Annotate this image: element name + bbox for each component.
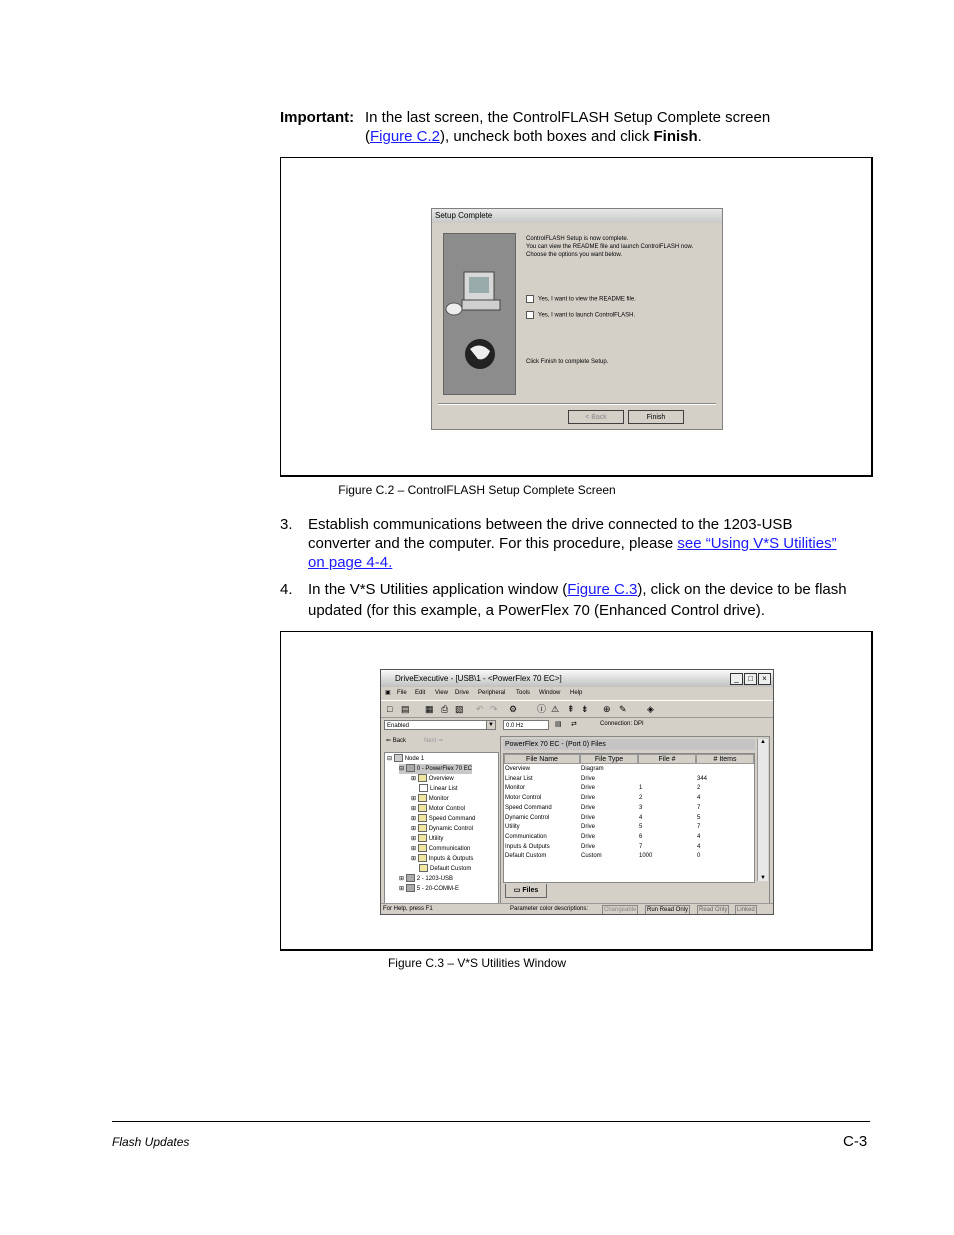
window-title-bar: DriveExecutive - [USB\1 - <PowerFlex 70 EC>] _ □ × bbox=[381, 670, 773, 687]
folder-icon bbox=[418, 814, 427, 822]
col-file-type[interactable]: File Type bbox=[580, 754, 638, 764]
page-number: C-3 bbox=[843, 1133, 868, 1150]
setup-complete-dialog bbox=[431, 208, 723, 430]
minimize-button[interactable]: _ bbox=[730, 673, 743, 685]
important-line1: In the last screen, the ControlFLASH Setup Complete screen bbox=[365, 109, 771, 126]
tree-1203-usb[interactable]: ⊞ 2 - 1203-USB bbox=[399, 876, 454, 882]
back-nav-button[interactable]: ⇐ Back bbox=[386, 738, 407, 744]
table-cell: Overview bbox=[505, 766, 531, 772]
important-line2: (Figure C.2), uncheck both boxes and click Finish. bbox=[365, 128, 702, 145]
connection-icon: ⇄ bbox=[571, 721, 577, 728]
files-panel bbox=[500, 736, 770, 912]
checkbox-icon[interactable] bbox=[526, 311, 534, 319]
back-button[interactable]: < Back bbox=[568, 410, 624, 424]
footer-section: Flash Updates bbox=[112, 1135, 190, 1149]
table-cell: 5 bbox=[697, 814, 701, 821]
table-cell: 7 bbox=[697, 804, 701, 811]
next-arrow-icon: ⇒ bbox=[438, 738, 444, 744]
table-cell: 1 bbox=[639, 785, 643, 792]
footer-rule bbox=[112, 1121, 870, 1122]
back-arrow-icon: ⇐ bbox=[386, 738, 392, 744]
menu-file[interactable]: File bbox=[397, 690, 407, 696]
table-cell: Speed Command bbox=[505, 804, 552, 811]
table-cell: 2 bbox=[697, 785, 701, 792]
table-cell: 4 bbox=[639, 814, 643, 821]
open-icon[interactable]: ▤ bbox=[401, 704, 410, 714]
download-icon[interactable]: ⇟ bbox=[581, 704, 589, 714]
app-icon: ▣ bbox=[385, 690, 391, 696]
table-cell: Drive bbox=[581, 775, 596, 782]
comm-device-icon bbox=[406, 884, 415, 892]
chevron-down-icon[interactable]: ▼ bbox=[486, 721, 495, 729]
table-cell: Drive bbox=[581, 814, 596, 821]
drive-executive-window bbox=[380, 669, 774, 915]
info-icon[interactable]: ⓘ bbox=[537, 704, 547, 714]
legend-changeable: Changeable bbox=[604, 907, 637, 913]
table-cell: Default Custom bbox=[505, 853, 547, 860]
connect-icon[interactable]: ⚙ bbox=[509, 704, 518, 714]
readme-checkbox[interactable]: Yes, I want to view the README file. bbox=[526, 295, 716, 304]
redo-icon[interactable]: ↷ bbox=[490, 704, 498, 714]
figure-c3-frame bbox=[280, 631, 873, 951]
figure-c2-caption: Figure C.2 – ControlFLASH Setup Complete Screen bbox=[338, 483, 616, 497]
launch-checkbox[interactable]: Yes, I want to launch ControlFLASH. bbox=[526, 311, 716, 320]
next-nav-button[interactable]: Next ⇒ bbox=[424, 738, 444, 744]
using-vs-utilities-link[interactable]: see “Using V*S Utilities” bbox=[677, 535, 837, 552]
table-cell: Drive bbox=[581, 833, 596, 840]
table-cell: Diagram bbox=[581, 766, 604, 772]
table-cell: 2 bbox=[639, 795, 643, 802]
page-4-4-link[interactable]: on page 4-4. bbox=[308, 554, 393, 571]
files-tab[interactable]: ▭ Files bbox=[505, 884, 547, 898]
menu-tools[interactable]: Tools bbox=[516, 690, 531, 696]
list-icon bbox=[419, 784, 428, 792]
dialog-title: Setup Complete bbox=[432, 209, 722, 223]
maximize-button[interactable]: □ bbox=[744, 673, 757, 685]
col-items[interactable]: # Items bbox=[696, 754, 754, 764]
dialog-message: ControlFLASH Setup is now complete. You can view the README file and launch ControlFLASH now. Choose the options you want below. bbox=[526, 236, 694, 258]
menu-view[interactable]: View bbox=[435, 690, 448, 696]
table-cell: 3 bbox=[639, 804, 643, 811]
col-file-name[interactable]: File Name bbox=[504, 754, 580, 764]
scroll-down-icon[interactable]: ▼ bbox=[760, 875, 766, 881]
table-cell: Motor Control bbox=[505, 795, 542, 802]
tree-default-custom[interactable]: Default Custom bbox=[419, 864, 471, 874]
warning-icon[interactable]: ⚠ bbox=[551, 704, 560, 714]
menu-peripheral[interactable]: Peripheral bbox=[478, 690, 506, 696]
menu-edit[interactable]: Edit bbox=[415, 690, 426, 696]
folder-icon bbox=[418, 844, 427, 852]
folder-icon bbox=[418, 824, 427, 832]
tree-motor-control[interactable]: ⊞ Motor Control bbox=[411, 806, 466, 812]
step-4-text: In the V*S Utilities application window (Figure C.3), click on the device to be flash updated (for this example, a PowerFlex 70 (Enhanced Control drive). bbox=[308, 581, 847, 619]
legend-label: Parameter color descriptions: bbox=[510, 906, 589, 912]
folder-icon bbox=[418, 834, 427, 842]
figure-c3-caption: Figure C.3 – V*S Utilities Window bbox=[387, 956, 567, 970]
folder-icon bbox=[418, 794, 427, 802]
figure-c2-frame bbox=[280, 157, 873, 477]
step-3-text: Establish communications between the drive connected to the 1203-USB converter and the computer. For this procedure, please see “Using V*S Utilities” on page 4-4. bbox=[308, 516, 837, 571]
connection-label: Connection: DPI bbox=[600, 721, 644, 727]
table-cell: 0 bbox=[697, 853, 701, 860]
table-cell: Drive bbox=[581, 785, 596, 792]
tree-utility[interactable]: ⊞ Utility bbox=[411, 836, 444, 842]
wizard-icon[interactable]: ✎ bbox=[619, 704, 627, 714]
table-cell: Linear List bbox=[505, 775, 533, 782]
network-icon bbox=[394, 754, 403, 762]
upload-icon[interactable]: ⇞ bbox=[567, 704, 575, 714]
scroll-up-icon[interactable]: ▲ bbox=[760, 739, 766, 745]
keypad-icon[interactable]: ▤ bbox=[555, 721, 562, 728]
menu-window[interactable]: Window bbox=[539, 690, 561, 696]
table-cell: Communication bbox=[505, 833, 547, 840]
table-cell: Drive bbox=[581, 804, 596, 811]
toolbar bbox=[381, 700, 773, 718]
new-icon[interactable]: □ bbox=[387, 704, 393, 714]
save-icon[interactable]: ▦ bbox=[425, 704, 434, 714]
step-4-number: 4. bbox=[280, 581, 293, 598]
table-cell: 5 bbox=[639, 824, 643, 831]
legend-run-read-only: Run Read Only bbox=[647, 907, 689, 913]
help-book-icon[interactable]: ◈ bbox=[647, 704, 654, 714]
folder-icon: ▭ bbox=[513, 887, 521, 894]
menu-help[interactable]: Help bbox=[570, 690, 583, 696]
frequency-field: 0.0 Hz bbox=[503, 720, 549, 730]
table-cell: 344 bbox=[697, 775, 708, 782]
usb-device-icon bbox=[406, 874, 415, 882]
table-cell: 6 bbox=[639, 833, 643, 840]
click-finish-text: Click Finish to complete Setup. bbox=[526, 359, 609, 365]
folder-icon bbox=[418, 804, 427, 812]
dialog-separator bbox=[438, 403, 716, 405]
tree-speed-command[interactable]: ⊞ Speed Command bbox=[411, 816, 476, 822]
tree-20-comm-e[interactable]: ⊞ 5 - 20-COMM-E bbox=[399, 886, 460, 892]
legend-linked: Linked bbox=[737, 907, 755, 913]
table-cell: Utility bbox=[505, 824, 520, 831]
table-cell: 1000 bbox=[639, 853, 653, 860]
table-cell: Drive bbox=[581, 843, 596, 850]
table-cell: Monitor bbox=[505, 785, 526, 792]
print-icon[interactable]: ⎙ bbox=[441, 704, 449, 714]
find-icon[interactable]: ▧ bbox=[455, 704, 464, 714]
drive-status-select[interactable]: Enabled ▼ bbox=[384, 720, 496, 730]
status-bar bbox=[381, 903, 773, 914]
tree-linear-list[interactable]: Linear List bbox=[419, 784, 458, 794]
device-tree bbox=[384, 752, 499, 904]
legend-read-only: Read Only bbox=[699, 907, 728, 913]
table-cell: 4 bbox=[697, 795, 701, 802]
finish-button[interactable]: Finish bbox=[628, 410, 684, 424]
menu-drive[interactable]: Drive bbox=[455, 690, 470, 696]
tree-powerflex[interactable]: ⊟ 0 - PowerFlex 70 EC bbox=[399, 766, 473, 772]
figure-c3-link[interactable]: Figure C.3 bbox=[567, 581, 638, 598]
table-cell: Dynamic Control bbox=[505, 814, 550, 821]
tree-node-1[interactable]: ⊟ Node 1 bbox=[387, 756, 425, 762]
folder-icon bbox=[418, 774, 427, 782]
folder-icon bbox=[418, 854, 427, 862]
close-button[interactable]: × bbox=[758, 673, 771, 685]
checkbox-icon[interactable] bbox=[526, 295, 534, 303]
tree-dynamic-control[interactable]: ⊞ Dynamic Control bbox=[411, 826, 474, 832]
tree-overview[interactable]: ⊞ Overview bbox=[411, 776, 454, 782]
menu-bar bbox=[381, 688, 773, 699]
figure-c2-link[interactable]: Figure C.2 bbox=[370, 128, 441, 145]
table-cell: Inputs & Outputs bbox=[505, 843, 550, 850]
drive-icon bbox=[406, 764, 415, 772]
undo-icon[interactable]: ↶ bbox=[476, 704, 484, 714]
table-cell: Drive bbox=[581, 824, 596, 831]
table-cell: Custom bbox=[581, 853, 602, 860]
folder-icon bbox=[419, 864, 428, 872]
tree-communication[interactable]: ⊞ Communication bbox=[411, 846, 471, 852]
tree-inputs-outputs[interactable]: ⊞ Inputs & Outputs bbox=[411, 856, 474, 862]
vertical-scrollbar[interactable] bbox=[757, 739, 768, 881]
files-grid bbox=[503, 753, 755, 883]
nav-bar bbox=[384, 736, 497, 747]
important-label: Important: bbox=[280, 109, 355, 126]
step-3-number: 3. bbox=[280, 516, 293, 533]
table-cell: 4 bbox=[697, 833, 701, 840]
table-cell: 4 bbox=[697, 843, 701, 850]
table-cell: 7 bbox=[639, 843, 643, 850]
globe-icon[interactable]: ⊕ bbox=[603, 704, 611, 714]
setup-computer-image bbox=[443, 233, 516, 395]
col-file-num[interactable]: File # bbox=[638, 754, 696, 764]
table-cell: Drive bbox=[581, 795, 596, 802]
table-cell: 7 bbox=[697, 824, 701, 831]
status-help: For Help, press F1 bbox=[383, 906, 433, 912]
tree-monitor[interactable]: ⊞ Monitor bbox=[411, 796, 449, 802]
panel-title: PowerFlex 70 EC - (Port 0) Files bbox=[503, 739, 755, 750]
